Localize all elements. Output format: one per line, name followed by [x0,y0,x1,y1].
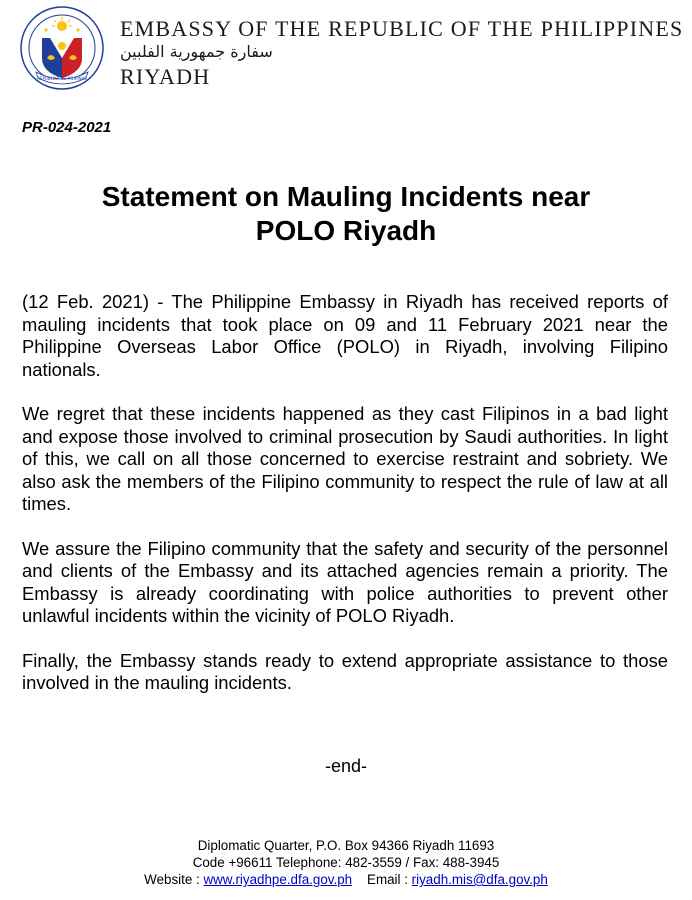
title-line-2: POLO Riyadh [255,215,437,246]
paragraph-2: We regret that these incidents happened as they cast Filipinos in a bad light and expose those involved to criminal prosecution by Saudi authorities. In light of this, we call on all those concerned to exercise restraint and sobriety. We also ask the members of the Filipino community to respect the rule of law at all times. [22,403,668,514]
email-link[interactable]: riyadh.mis@dfa.gov.ph [411,872,548,887]
paragraph-3: We assure the Filipino community that the safety and security of the personnel and clients of the Embassy and its attached agencies remain a priority. The Embassy is already coordinating with police authorities to prevent other unlawful incidents within the vicinity of POLO Riyadh. [22,537,668,626]
paragraph-4: Finally, the Embassy stands ready to extend appropriate assistance to those involved in the mauling incidents. [22,649,668,693]
statement-body [22,291,668,717]
paragraph-1: (12 Feb. 2021) - The Philippine Embassy in Riyadh has received reports of mauling incidents that took place on 09 and 11 February 2021 near the Philippine Overseas Labor Office (POLO) in Riyadh, involving Filipino nationals. [22,291,668,380]
end-marker: -end- [324,756,368,776]
website-link[interactable]: www.riyadhpe.dfa.gov.ph [203,872,353,887]
statement-title [40,180,652,248]
footer-contact [0,837,692,888]
letterhead-embassy-name: EMBASSY OF THE REPUBLIC OF THE PHILIPPINES [120,16,684,41]
footer-address: Diplomatic Quarter, P.O. Box 94366 Riyadh 11693 [197,838,495,853]
website-label: Website : [144,872,204,887]
footer-phones: Code +96611 Telephone: 482-3559 / Fax: 488-3945 [192,855,500,870]
letterhead-city: RIYADH [120,64,211,89]
seal-ribbon-text: REPUBLIKA NG PILIPINAS [37,76,87,81]
philippine-seal-logo [20,6,104,90]
letterhead-arabic-name: سفارة جمهورية الفلبين [120,42,273,61]
footer-web-email [0,871,692,888]
press-release-number: PR-024-2021 [22,119,112,136]
email-label: Email : [367,872,412,887]
title-line-1: Statement on Mauling Incidents near [101,181,591,212]
